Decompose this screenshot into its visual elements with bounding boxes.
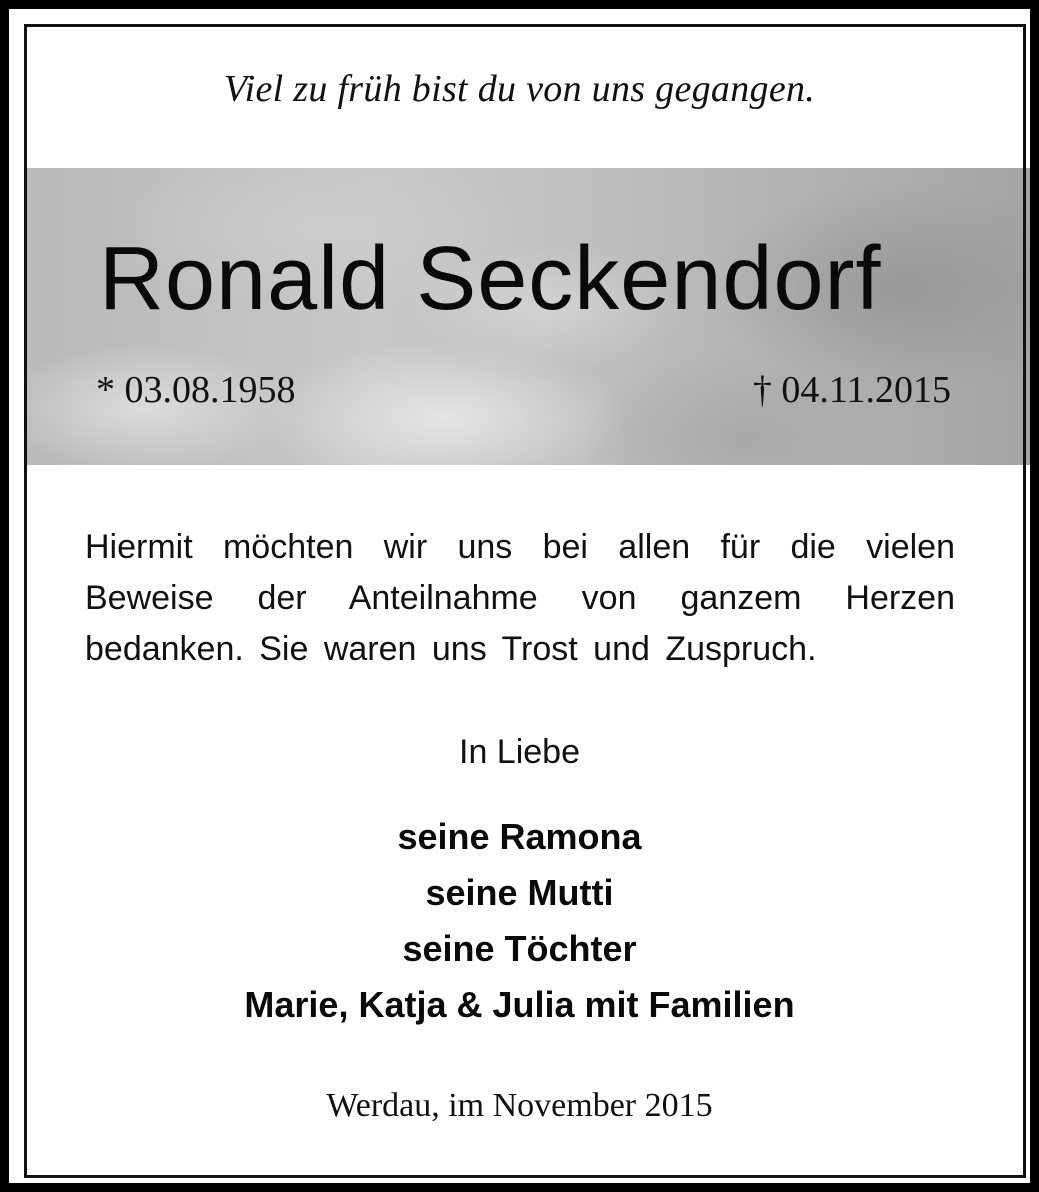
signer: seine Mutti [425,872,614,913]
thanks-paragraph [85,522,955,675]
signers-list [9,809,1030,1033]
deceased-name: Ronald Seckendorf [99,229,882,329]
obituary-card [9,9,1030,1183]
signer: seine Ramona [397,816,642,857]
closing-phrase: In Liebe [459,733,580,771]
sky-banner [24,168,1030,465]
thanks-line: Beweise der Anteilnahme von ganzem Herzen [85,579,955,617]
death-date: † 04.11.2015 [752,369,951,411]
signer: seine Töchter [402,928,637,969]
place-date: Werdau, im November 2015 [326,1087,713,1124]
birth-date: * 03.08.1958 [96,369,296,411]
thanks-line: Hiermit möchten wir uns bei allen für die vielen [85,528,955,566]
thanks-line: bedanken. Sie waren uns Trost und Zuspruch. [85,630,817,668]
signer: Marie, Katja & Julia mit Familien [244,984,795,1025]
motto: Viel zu früh bist du von uns gegangen. [223,68,816,110]
